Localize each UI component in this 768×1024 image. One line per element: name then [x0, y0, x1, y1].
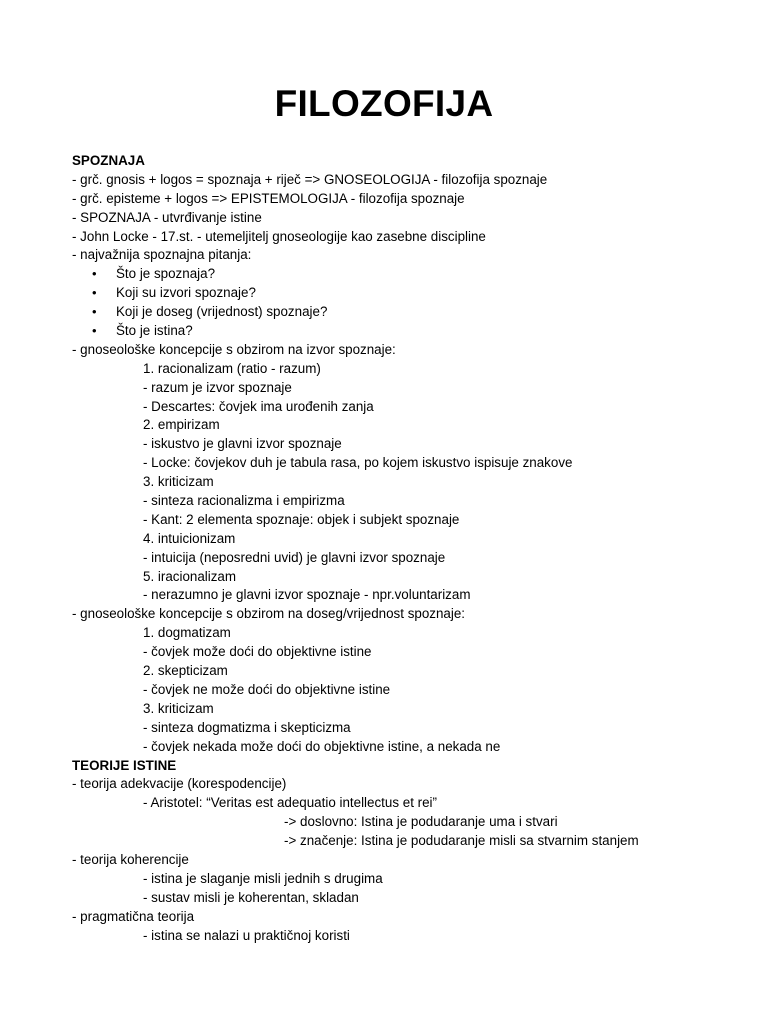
text-line: - SPOZNAJA - utvrđivanje istine: [72, 209, 262, 225]
indented-line: - sinteza dogmatizma i skepticizma: [143, 719, 351, 735]
text-line: - gnoseološke koncepcije s obzirom na izvor spoznaje:: [72, 341, 396, 357]
page-title: FILOZOFIJA: [274, 83, 494, 124]
bullet-item: [72, 284, 732, 303]
text-line: - teorija adekvacije (korespodencije): [72, 776, 287, 792]
bullet-item: [72, 265, 732, 284]
bullet-item: [72, 322, 732, 341]
indented-line: - Kant: 2 elementa spoznaje: objek i subjekt spoznaje: [143, 511, 460, 527]
bullet-text: Koji je doseg (vrijednost) spoznaje?: [116, 304, 328, 320]
deep-indented-line: -> značenje: Istina je podudaranje misli sa stvarnim stanjem: [284, 833, 639, 849]
text-line: - najvažnija spoznajna pitanja:: [72, 247, 252, 263]
indented-line: - čovjek nekada može doći do objektivne istine, a nekada ne: [143, 738, 501, 754]
indented-line: 1. racionalizam (ratio - razum): [143, 360, 321, 376]
section-heading-teorije-istine: TEORIJE ISTINE: [72, 757, 177, 773]
text-line: - grč. gnosis + logos = spoznaja + riječ => GNOSEOLOGIJA - filozofija spoznaje: [72, 171, 548, 187]
section-heading-spoznaja: SPOZNAJA: [72, 153, 145, 168]
indented-line: 1. dogmatizam: [143, 625, 231, 641]
text-line: - John Locke - 17.st. - utemeljitelj gnoseologije kao zasebne discipline: [72, 228, 486, 244]
text-line: - grč. episteme + logos => EPISTEMOLOGIJA - filozofija spoznaje: [72, 190, 465, 206]
indented-line: 5. iracionalizam: [143, 568, 237, 584]
indented-line: - Locke: čovjekov duh je tabula rasa, po kojem iskustvo ispisuje znakove: [143, 455, 573, 471]
indented-line: - čovjek ne može doći do objektivne istine: [143, 681, 391, 697]
bullet-item: [72, 303, 732, 322]
bullet-icon: •: [92, 285, 97, 301]
indented-line: 2. empirizam: [143, 417, 220, 433]
text-line: - gnoseološke koncepcije s obzirom na doseg/vrijednost spoznaje:: [72, 606, 466, 622]
indented-line: - sustav misli je koherentan, skladan: [143, 889, 359, 905]
indented-line: - iskustvo je glavni izvor spoznaje: [143, 436, 342, 452]
text-line: - teorija koherencije: [72, 851, 189, 867]
document-body: [72, 152, 732, 945]
indented-line: 2. skepticizam: [143, 663, 228, 679]
indented-line: - Aristotel: “Veritas est adequatio intellectus et rei”: [143, 795, 437, 811]
bullet-icon: •: [92, 323, 97, 339]
indented-line: - istina se nalazi u praktičnoj koristi: [143, 927, 350, 943]
indented-line: 3. kriticizam: [143, 700, 214, 716]
indented-line: - razum je izvor spoznaje: [143, 379, 292, 395]
indented-line: - nerazumno je glavni izvor spoznaje - npr.voluntarizam: [143, 587, 471, 603]
bullet-icon: •: [92, 266, 97, 282]
bullet-icon: •: [92, 304, 97, 320]
indented-line: - sinteza racionalizma i empirizma: [143, 493, 345, 509]
indented-line: 3. kriticizam: [143, 474, 214, 490]
deep-indented-line: -> doslovno: Istina je podudaranje uma i stvari: [284, 814, 558, 830]
indented-line: - čovjek može doći do objektivne istine: [143, 644, 372, 660]
indented-line: - Descartes: čovjek ima urođenih zanja: [143, 398, 374, 414]
bullet-text: Što je istina?: [116, 323, 193, 339]
indented-line: - intuicija (neposredni uvid) je glavni izvor spoznaje: [143, 549, 446, 565]
indented-line: 4. intuicionizam: [143, 530, 236, 546]
bullet-text: Što je spoznaja?: [116, 266, 216, 282]
bullet-text: Koji su izvori spoznaje?: [116, 285, 256, 301]
indented-line: - istina je slaganje misli jednih s drugima: [143, 870, 383, 886]
text-line: - pragmatična teorija: [72, 908, 195, 924]
